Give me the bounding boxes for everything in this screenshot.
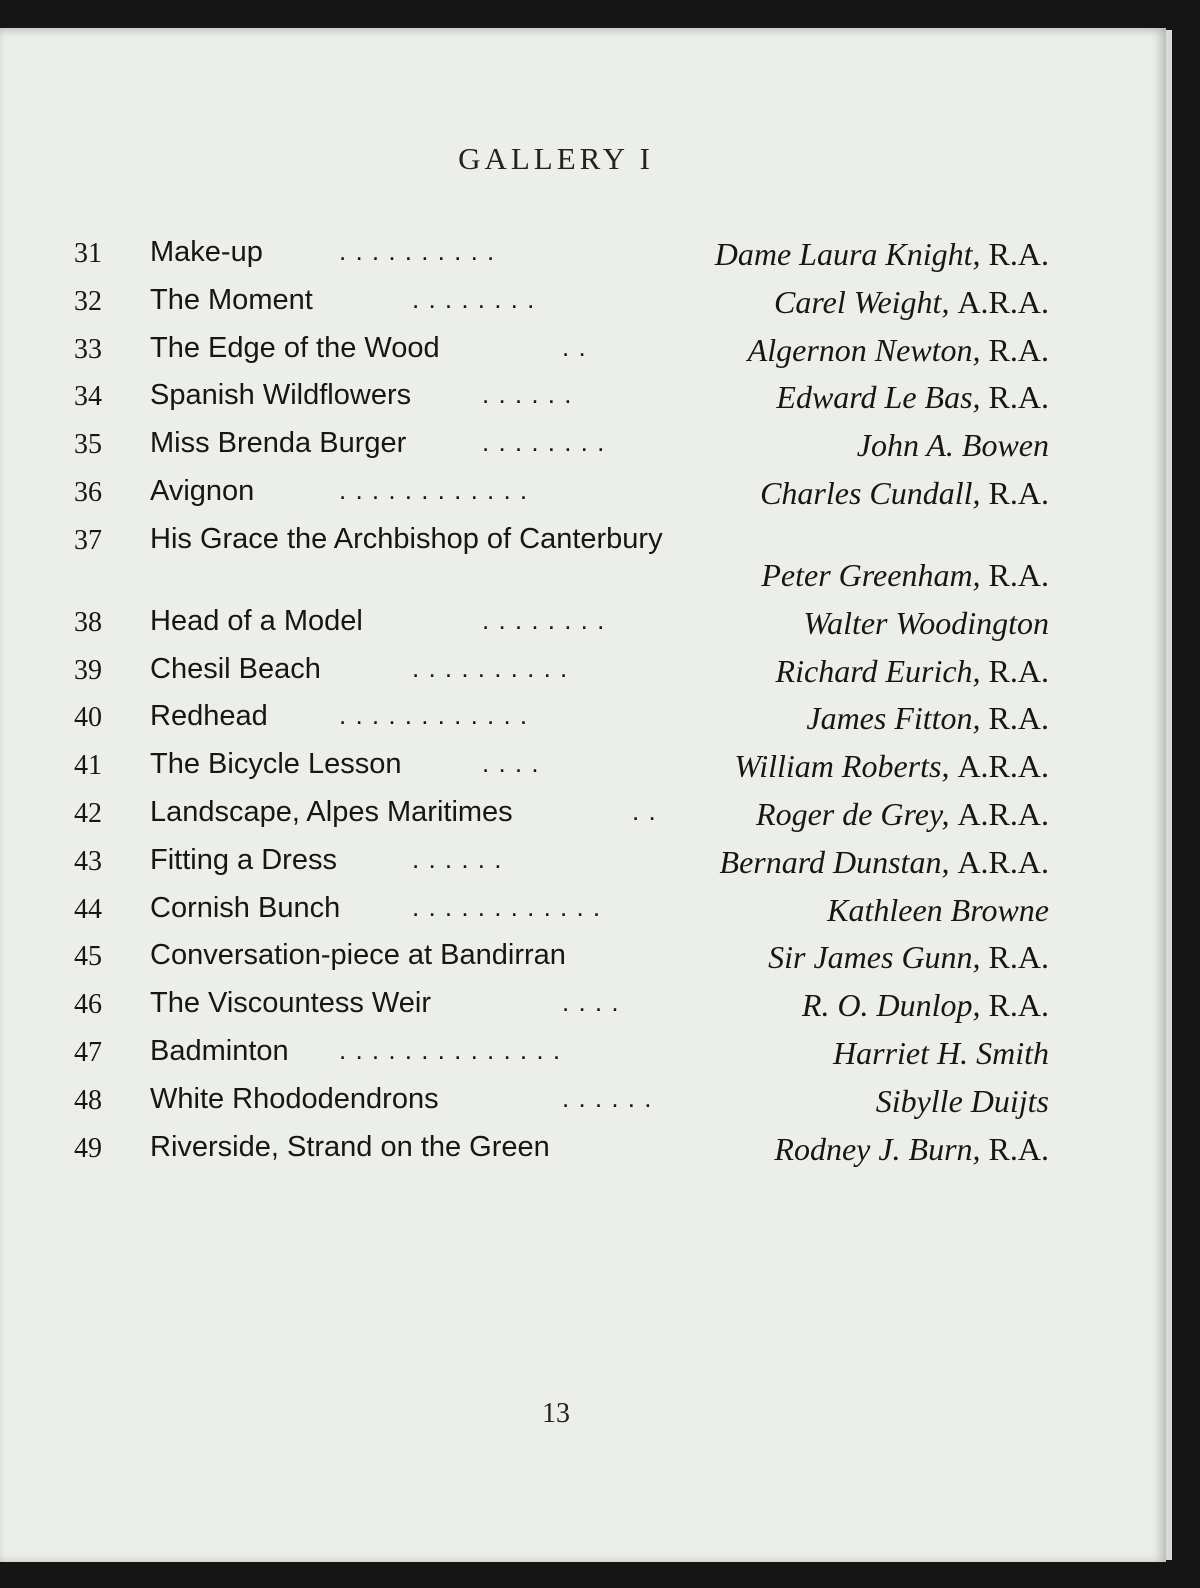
entry-title: The Moment (150, 283, 313, 316)
entry-leader: . . . . . . (412, 843, 503, 874)
entry-title: Badminton (150, 1034, 289, 1067)
entry-title: White Rhododendrons (150, 1082, 439, 1115)
entry-artist (827, 892, 1049, 929)
entry-artist (774, 1131, 1049, 1168)
catalogue-entries (74, 228, 1049, 1170)
entry-title: Fitting a Dress (150, 843, 337, 876)
entry-number: 42 (74, 797, 102, 829)
entry-title: Make-up (150, 236, 263, 268)
entry-title: Spanish Wildflowers (150, 379, 412, 412)
artist-name: John A. Bowen (856, 427, 1049, 464)
entry-artist (876, 1083, 1049, 1120)
entry-title: Cornish Bunch (150, 891, 341, 924)
artist-honour: A.R.A. (957, 843, 1049, 880)
entry-number: 38 (74, 606, 102, 638)
entry-artist (776, 653, 1049, 690)
entry-title: Redhead (150, 700, 268, 733)
entry-number: 40 (74, 702, 102, 734)
artist-name: Richard Eurich, (775, 652, 981, 689)
entry-number: 49 (74, 1132, 102, 1164)
artist-honour: A.R.A. (957, 283, 1049, 320)
entry-leader: . . (632, 795, 657, 826)
page-edge (1166, 30, 1172, 1560)
entry-title: The Edge of the Wood (150, 331, 440, 364)
entry-number: 44 (74, 893, 102, 925)
artist-honour: R.A. (988, 331, 1049, 368)
entry-leader: . . . . . . (562, 1082, 653, 1113)
entry-leader: . . . . . . (482, 379, 573, 410)
artist-name: Charles Cundall, (760, 474, 981, 511)
artist-honour: R.A. (988, 652, 1049, 689)
artist-honour: R.A. (988, 939, 1049, 976)
entry-40 (74, 692, 1049, 740)
page-number: 13 (542, 1398, 570, 1429)
entry-artist (803, 605, 1049, 642)
artist-honour: R.A. (988, 987, 1049, 1024)
entry-title: Miss Brenda Burger (150, 427, 407, 460)
entry-title: His Grace the Archbishop of Canterbury (150, 522, 663, 555)
entry-artist (806, 700, 1049, 737)
entry-32 (74, 276, 1049, 324)
artist-name: Roger de Grey, (756, 795, 950, 832)
entry-artist (802, 987, 1049, 1024)
entry-artist (768, 939, 1049, 976)
gallery-title: GALLERY I (458, 141, 654, 176)
entry-title: Landscape, Alpes Maritimes (150, 795, 513, 828)
entry-leader: . . . . . . . . . . . . . . (339, 1034, 562, 1065)
entry-41 (74, 740, 1049, 788)
entry-number: 45 (74, 941, 102, 973)
artist-name: Carel Weight, (774, 283, 950, 320)
artist-name: Sir James Gunn, (768, 939, 981, 976)
entry-47 (74, 1027, 1049, 1075)
entry-number: 32 (74, 285, 102, 317)
entry-49 (74, 1123, 1049, 1171)
entry-title: Chesil Beach (150, 652, 321, 685)
artist-honour: A.R.A. (957, 748, 1049, 785)
entry-31 (74, 228, 1049, 276)
artist-honour: R.A. (988, 1130, 1049, 1167)
entry-title: The Viscountess Weir (150, 987, 431, 1020)
entry-leader: . . . . . . . . . . . . (339, 474, 529, 505)
entry-number: 33 (74, 333, 102, 365)
entry-artist (760, 475, 1049, 512)
artist-name: R. O. Dunlop, (801, 987, 981, 1024)
entry-42 (74, 788, 1049, 836)
entry-artist (774, 284, 1049, 321)
artist-name: Bernard Dunstan, (719, 843, 950, 880)
artist-name: Sibylle Duijts (875, 1082, 1049, 1119)
entry-44 (74, 884, 1049, 932)
artist-name: Harriet H. Smith (833, 1034, 1049, 1071)
entry-number: 34 (74, 381, 102, 413)
artist-honour: R.A. (988, 700, 1049, 737)
entry-46 (74, 979, 1049, 1027)
entry-number: 35 (74, 429, 102, 461)
entry-artist (756, 796, 1049, 833)
entry-35 (74, 419, 1049, 467)
artist-name: Rodney J. Burn, (774, 1130, 981, 1167)
entry-43 (74, 836, 1049, 884)
entry-artist (720, 844, 1049, 881)
entry-number: 41 (74, 750, 102, 782)
entry-45 (74, 931, 1049, 979)
entry-38 (74, 597, 1049, 645)
artist-name: Algernon Newton, (747, 331, 981, 368)
entry-number: 31 (74, 238, 102, 269)
entry-39 (74, 645, 1049, 693)
artist-honour: R.A. (988, 474, 1049, 511)
entry-number: 46 (74, 989, 102, 1021)
entry-leader: . . . . . . . . (482, 427, 606, 458)
artist-name: Edward Le Bas, (776, 379, 981, 416)
entry-artist (857, 427, 1049, 464)
entry-title: The Bicycle Lesson (150, 748, 402, 781)
entry-number: 37 (74, 524, 102, 556)
entry-leader: . . . . . . . . . . (339, 236, 496, 266)
artist-name: James Fitton, (806, 700, 981, 737)
artist-name: Walter Woodington (803, 604, 1049, 641)
artist-name: Dame Laura Knight, (714, 236, 981, 272)
artist-honour: R.A. (988, 236, 1049, 272)
artist-honour: R.A. (988, 379, 1049, 416)
entry-33 (74, 324, 1049, 372)
artist-honour: R.A. (988, 556, 1049, 593)
artist-name: William Roberts, (734, 748, 950, 785)
catalogue-page (0, 28, 1166, 1562)
entry-36 (74, 467, 1049, 515)
artist-name: Kathleen Browne (827, 891, 1049, 928)
entry-artist (734, 748, 1049, 785)
entry-leader: . . (562, 331, 587, 362)
entry-artist (761, 557, 1049, 594)
entry-number: 43 (74, 845, 102, 877)
entry-leader: . . . . . . . . (482, 604, 606, 635)
entry-leader: . . . . (562, 987, 620, 1018)
entry-number: 47 (74, 1036, 102, 1068)
entry-34 (74, 371, 1049, 419)
entry-37 (74, 515, 1049, 597)
entry-title: Head of a Model (150, 604, 363, 637)
entry-leader: . . . . . . . . . . . . (339, 700, 529, 731)
entry-number: 36 (74, 476, 102, 508)
entry-title: Conversation-piece at Bandirran (150, 939, 566, 972)
entry-artist (715, 236, 1049, 273)
entry-number: 39 (74, 654, 102, 686)
entry-leader: . . . . . . . . . . . . (412, 891, 602, 922)
entry-artist (833, 1035, 1049, 1072)
entry-48 (74, 1075, 1049, 1123)
artist-name: Peter Greenham, (761, 556, 981, 593)
entry-title: Riverside, Strand on the Green (150, 1130, 550, 1163)
entry-leader: . . . . . . . . . . (412, 652, 569, 683)
entry-leader: . . . . . . . . (412, 283, 536, 314)
entry-artist (776, 379, 1049, 416)
artist-honour: A.R.A. (957, 795, 1049, 832)
entry-artist (748, 332, 1049, 369)
entry-title: Avignon (150, 474, 255, 507)
entry-leader: . . . . (482, 748, 540, 779)
entry-number: 48 (74, 1084, 102, 1116)
